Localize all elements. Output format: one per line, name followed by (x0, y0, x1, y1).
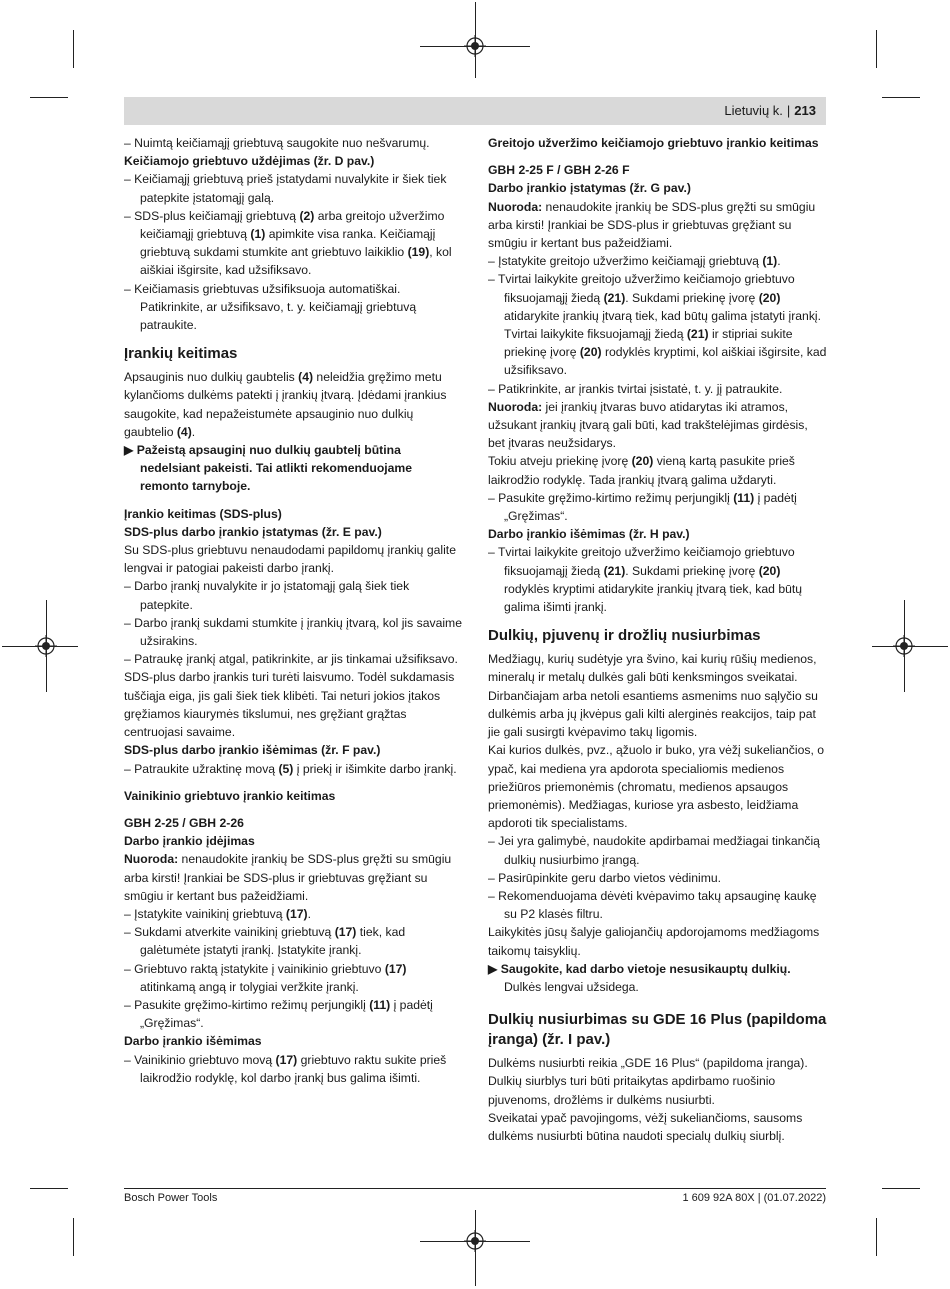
crop-mark (46, 600, 47, 692)
language-label: Lietuvių k. (724, 103, 783, 118)
list-item: – Pasirūpinkite geru darbo vietos vėdinimu. (488, 870, 722, 885)
section-heading: GBH 2-25 F / GBH 2-26 F (488, 163, 630, 178)
crop-mark (876, 30, 877, 68)
left-column (124, 134, 464, 1087)
list-item: – Griebtuvo raktą įstatykite į vainikinio griebtuvo (17) atitinkamą angą ir tolygiai veržkite įrankį. (124, 961, 407, 994)
crop-mark (30, 97, 68, 98)
paragraph: Apsauginis nuo dulkių gaubtelis (4) neleidžia gręžimo metu kylančioms dulkėms patekti į įrankių įtvarą. Įdėdami įrankius saugokite, kad nepažeistumėte apsauginio nuo dulkių gaubtelio (4). (124, 370, 447, 439)
warning-text: ▶ Saugokite, kad darbo vietoje nesusikauptų dulkių. Dulkės lengvai užsidega. (488, 961, 791, 994)
paragraph: Laikykitės jūsų šalyje galiojančių apdorojamoms medžiagoms taikomų taisyklių. (488, 925, 820, 958)
crop-mark (475, 2, 476, 78)
paragraph: Kai kurios dulkės, pvz., ąžuolo ir buko, yra vėžį sukeliančios, o ypač, kai mediena yra apdorota specialiomis medienos priežiūros priemonėmis (chromatu, medienos apsaugos priemonėmis). Medžiagas, kuriose yra asbesto, leidžiama apdoroti tik specialistams. (488, 743, 824, 831)
list-item: – Keičiamasis griebtuvas užsifiksuoja automatiškai. Patikrinkite, ar užsifiksavo, t. y. keičiamąjį griebtuvą patraukite. (124, 281, 417, 333)
paragraph: Sveikatai ypač pavojingoms, vėžį sukeliančioms, sausoms dulkėms nusiurbti būtina naudoti specialų dulkių siurblį. (488, 1110, 803, 1143)
crop-mark (475, 1210, 476, 1286)
footer-doc-ref: 1 609 92A 80X | (01.07.2022) (682, 1192, 826, 1204)
list-item: – Nuimtą keičiamąjį griebtuvą saugokite nuo nešvarumų. (124, 136, 430, 150)
list-item: – Pasukite gręžimo-kirtimo režimų perjungiklį (11) į padėtį „Gręžimas“. (124, 997, 433, 1031)
list-item: – SDS-plus keičiamąjį griebtuvą (2) arba greitojo užveržimo keičiamąjį griebtuvą (1) apimkite visa ranka. Keičiamąjį griebtuvą sukdami stumkite ant griebtuvo laikiklio (19), kol aiškiai išgirsite, kad užsifiksavo. (124, 208, 452, 278)
list-item: – Darbo įrankį nuvalykite ir jo įstatomąjį galą šiek tiek patepkite. (124, 579, 410, 612)
crop-mark (882, 1188, 920, 1189)
section-heading: Vainikinio griebtuvo įrankio keitimas (124, 788, 336, 803)
page-number: 213 (794, 103, 816, 118)
paragraph: Su SDS-plus griebtuvu nenaudodami papildomų įrankių galite lengvai ir patogiai pakeisti darbo įrankį. (124, 543, 456, 576)
crop-mark (30, 1188, 68, 1189)
page-header (124, 97, 826, 125)
paragraph: Dulkėms nusiurbti reikia „GDE 16 Plus“ (papildoma įranga). Dulkių siurblys turi būti pritaikytas apdirbamo ruošinio pjuvenoms, drožlėms ir dulkėms nusiurbti. (488, 1056, 808, 1107)
section-heading: SDS-plus darbo įrankio įstatymas (žr. E pav.) (124, 524, 382, 539)
section-heading: Dulkių nusiurbimas su GDE 16 Plus (papildoma įranga) (žr. I pav.) (488, 1011, 827, 1049)
crop-mark (904, 600, 905, 692)
list-item: – Vainikinio griebtuvo movą (17) griebtuvo raktu sukite prieš laikrodžio rodyklę, kol darbo įrankį bus galima išimti. (124, 1052, 447, 1085)
crop-mark (2, 646, 78, 647)
note: Nuoroda: jei įrankių įtvaras buvo atidarytas iki atramos, užsukant įrankių įtvarą gali būti, kad trakštelėjimas girdėsis, bet įtvaras neužsidarys. (488, 399, 808, 451)
crop-mark (73, 30, 74, 68)
section-heading: Darbo įrankio įdėjimas (124, 834, 255, 849)
section-heading: Darbo įrankio išėmimas (žr. H pav.) (488, 527, 690, 542)
list-item: – Jei yra galimybė, naudokite apdirbamai medžiagai tinkančią dulkių nusiurbimo įrangą. (488, 834, 820, 867)
warning-text: ▶ Pažeistą apsauginį nuo dulkių gaubtelį būtina nedelsiant pakeisti. Tai atlikti rekomenduojame remonto tarnyboje. (124, 443, 413, 494)
list-item: – Patraukite užraktinę movą (5) į priekį ir išimkite darbo įrankį. (124, 761, 457, 776)
footer-divider (124, 1188, 826, 1189)
section-heading: Dulkių, pjuvenų ir drožlių nusiurbimas (488, 627, 761, 645)
right-column (488, 134, 828, 1145)
section-heading: Darbo įrankio išėmimas (124, 1034, 262, 1049)
paragraph: Medžiagų, kurių sudėtyje yra švino, kai kurių rūšių medienos, mineralų ir metalų dulkės gali būti kenksmingos sveikatai. Dirbančiajam arba netoli esantiems asmenims nuo sąlyčio su dulkėmis arba jų įkvėpus gali kilti alerginės reakcijos, taip pat jie gali susirgti kvėpavimo takų ligomis. (488, 652, 818, 740)
paragraph: SDS-plus darbo įrankis turi turėti laisvumo. Todėl sukdamasis tuščiąja eiga, jis gali šiek tiek klibėti. Tai neturi jokios įtakos gręžiamos kiaurymės tikslumui, nes gręžiant grąžtas centruojasi savaime. (124, 670, 455, 740)
note: Nuoroda: nenaudokite įrankių be SDS-plus gręžti su smūgiu arba kirsti! Įrankiai be SDS-plus ir griebtuvas gręžiant su smūgiu ir kertant bus pažeidžiami. (488, 199, 816, 251)
list-item: – Įstatykite vainikinį griebtuvą (17). (124, 906, 311, 921)
list-item: – Sukdami atverkite vainikinį griebtuvą (17) tiek, kad galėtumėte įstatyti įrankį. Įstatykite įrankį. (124, 925, 406, 958)
list-item: – Įstatykite greitojo užveržimo keičiamąjį griebtuvą (1). (488, 254, 781, 269)
list-item: – Tvirtai laikykite greitojo užveržimo keičiamojo griebtuvo fiksuojamąjį žiedą (21). Sukdami priekinę įvorę (20) atidarykite įrankių įtvarą tiek, kad būtų galima įstatyti įrankį. Tvirtai laikykite fiksuojamąjį žiedą (21) ir stipriai sukite priekinę įvorę (20) rodyklės kryptimi, kol aiškiai išgirsite, kad užsifiksavo. (488, 272, 827, 378)
section-heading: Keičiamojo griebtuvo uždėjimas (žr. D pav.) (124, 154, 375, 169)
section-heading: Darbo įrankio įstatymas (žr. G pav.) (488, 181, 691, 196)
note: Nuoroda: nenaudokite įrankių be SDS-plus gręžti su smūgiu arba kirsti! Įrankiai be SDS-plus ir griebtuvas gręžiant su smūgiu ir kertant bus pažeidžiami. (124, 852, 452, 903)
crop-mark (882, 97, 920, 98)
list-item: – Tvirtai laikykite greitojo užveržimo keičiamojo griebtuvo fiksuojamąjį žiedą (21). Sukdami priekinę įvorę (20) rodyklės kryptimi atidarykite įrankių įtvarą tiek, kad būtų galima išimti įrankį. (488, 545, 803, 615)
footer-brand: Bosch Power Tools (124, 1192, 218, 1204)
section-heading: Greitojo užveržimo keičiamojo griebtuvo įrankio keitimas (488, 136, 819, 150)
list-item: – Patraukę įrankį atgal, patikrinkite, ar jis tinkamai užsifiksavo. (124, 652, 458, 667)
page-header-text: Lietuvių k. | 213 (724, 103, 816, 118)
list-item: – Darbo įrankį sukdami stumkite į įrankių įtvarą, kol jis savaime užsirakins. (124, 615, 462, 649)
section-heading: SDS-plus darbo įrankio išėmimas (žr. F pav.) (124, 743, 381, 758)
section-heading: Įrankio keitimas (SDS-plus) (124, 506, 282, 521)
crop-mark (872, 646, 948, 647)
list-item: – Keičiamąjį griebtuvą prieš įstatydami nuvalykite ir šiek tiek patepkite įstatomąjį galą. (124, 172, 447, 205)
crop-mark (73, 1218, 74, 1256)
section-heading: Įrankių keitimas (124, 345, 238, 363)
list-item: – Patikrinkite, ar įrankis tvirtai įsistatė, t. y. jį patraukite. (488, 381, 783, 396)
crop-mark (876, 1218, 877, 1256)
paragraph: Tokiu atveju priekinę įvorę (20) vieną kartą pasukite prieš laikrodžio rodyklę. Tada įrankių įtvarą galima uždaryti. (488, 454, 795, 487)
list-item: – Pasukite gręžimo-kirtimo režimų perjungiklį (11) į padėtį „Gręžimas“. (488, 490, 797, 524)
list-item: – Rekomenduojama dėvėti kvėpavimo takų apsauginę kaukę su P2 klasės filtru. (488, 888, 817, 922)
section-heading: GBH 2-25 / GBH 2-26 (124, 815, 244, 830)
